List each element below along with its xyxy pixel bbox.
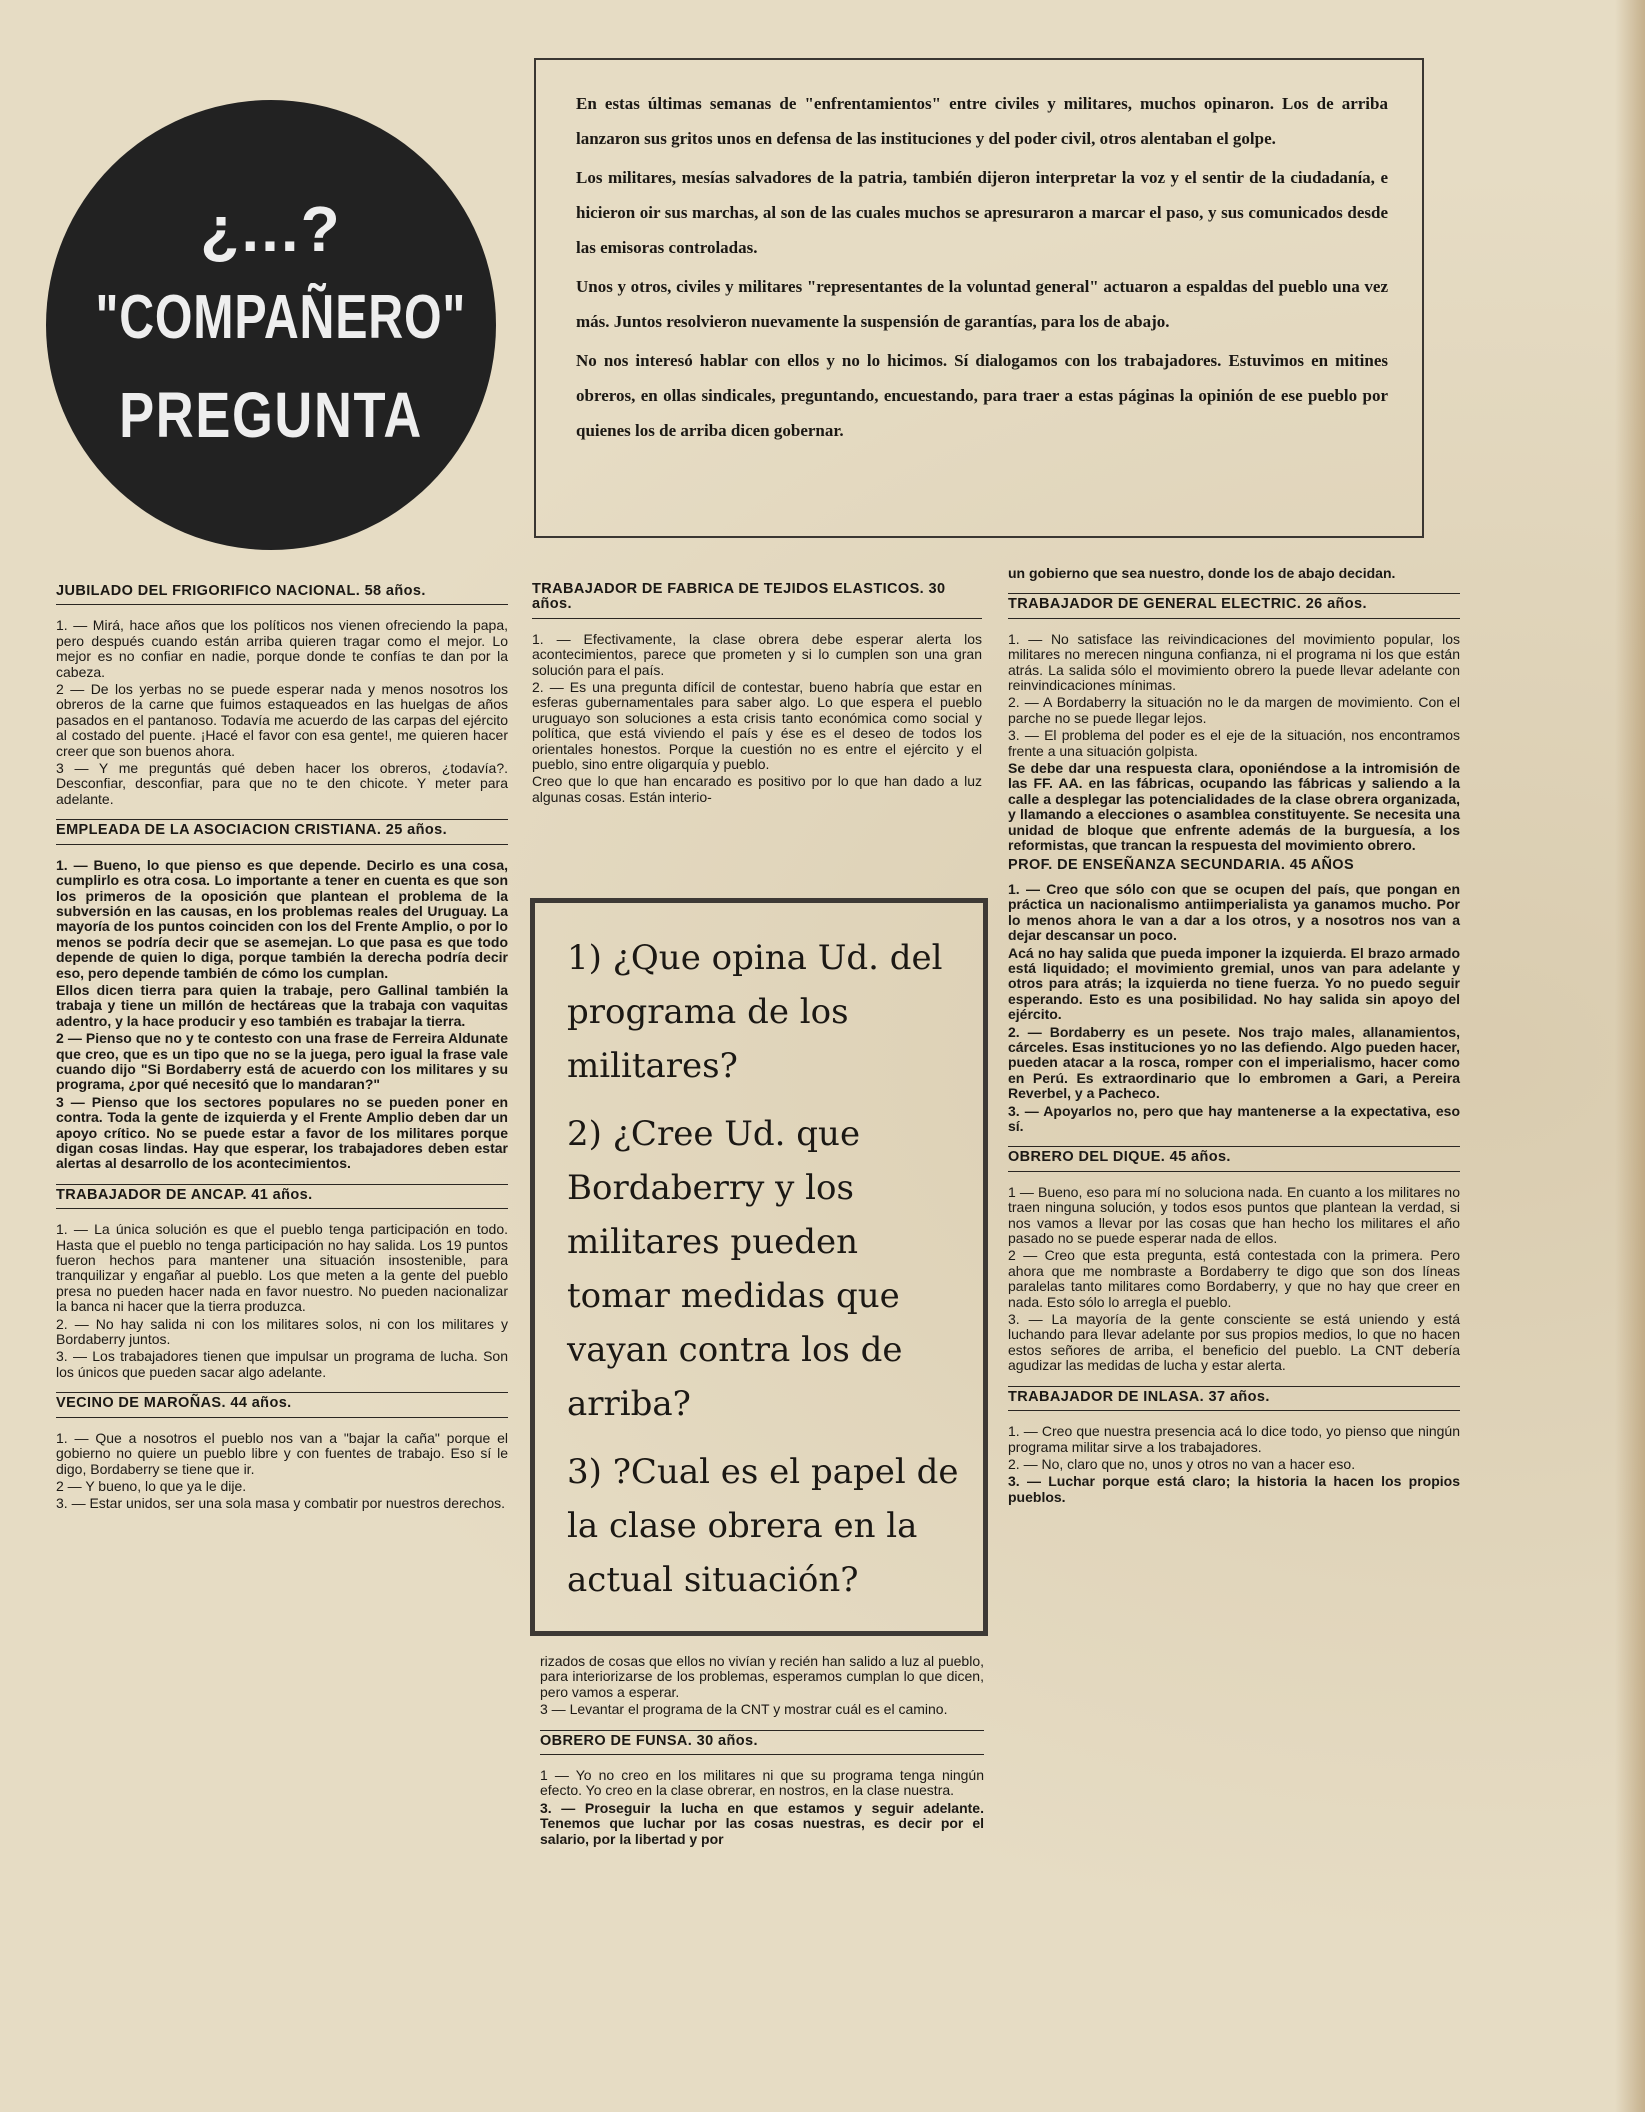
question-1: 1) ¿Que opina Ud. del programa de los militares? <box>567 938 943 1086</box>
answer-3: 3. — Los trabajadores tienen que impulsar un programa de lucha. Son los únicos que pueden sacar algo adelante. <box>56 1348 508 1380</box>
answer-2: 2 — Pienso que no y te contesto con una frase de Ferreira Aldunate que creo, que es un tipo que no se la juega, pero igual la frase vale cuando dijo "Si Bordaberry está de acuerdo con los militares y su programa, ¿por qué necesitó que lo mandaran?" <box>56 1030 508 1093</box>
question-3: 3) ?Cual es el papel de la clase obrera en la actual situación? <box>567 1452 959 1600</box>
answer-1-continued: Acá no hay salida que pueda imponer la izquierda. El brazo armado está liquidado; el movimiento gremial, unos van para adelante y otros para atrás; la izquierda no tiene fuerza. Yo no puedo seguir esperando. Esto es una posibilidad. No hay salida sin apoyo del ejército. <box>1008 944 1460 1023</box>
logo-line-3: PREGUNTA <box>119 379 423 451</box>
answer-2: 2 — Creo que esta pregunta, está contestada con la primera. Pero ahora que me nombraste a Bordaberry te digo que son dos líneas paralelas tanto militares como Bordaberry, y que no hay que creer en nada. Esto sólo lo arregla el pueblo. <box>1008 1247 1460 1310</box>
interviewee-heading: TRABAJADOR DE INLASA. 37 años. <box>1008 1386 1460 1411</box>
answer-3: 3 — Y me preguntás qué deben hacer los obreros, ¿todavía?. Desconfiar, desconfiar, para que no te den chicote. Y meter para adelante. <box>56 760 508 807</box>
logo-line-2: "COMPAÑERO" <box>95 283 467 352</box>
interviewee-heading: OBRERO DE FUNSA. 30 años. <box>540 1730 984 1755</box>
answer-1: 1. — Que a nosotros el pueblo nos van a "bajar la caña" porque el gobierno no quiere un pueblo libre y con fuentes de trabajo. Eso sí le digo, Bordaberry se tiene que ir. <box>56 1429 508 1477</box>
answer-3: 3. — El problema del poder es el eje de la situación, nos encontramos frente a una situación golpista. <box>1008 727 1460 759</box>
answer-3: 3. — Estar unidos, ser una sola masa y combatir por nuestros derechos. <box>56 1495 505 1512</box>
answer-2: 2 — Y bueno, lo que ya le dije. <box>56 1477 247 1494</box>
answer-2: 2. — Bordaberry es un pesete. Nos trajo males, allanamientos, cárceles. Esas instituciones yo no las defiendo. Algo pueden hacer, pueden atacar a la rosca, romper con el imperialismo, hacer como en Perú. Es extraordinario que lo embromen a Gari, a Pereira Reverbel, y a Pacheco. <box>1008 1023 1460 1102</box>
answer-3: 3 — Pienso que los sectores populares no se pueden poner en contra. Toda la gente de izquierda y el Frente Amplio deben dar un apoyo crítico. No se puede estar a favor de los militares porque digan cosas lindas. Hay que esperar, los trabajadores deben estar alertas al desarrollo de los acontecimientos. <box>56 1093 508 1172</box>
answer-3: 3. — La mayoría de la gente consciente se está uniendo y está luchando para llevar adelante por sus propios medios, lo que no hacen estos señores de arriba, el beneficio del pueblo. La CNT debería agudizar las medidas de lucha y estar alerta. <box>1008 1311 1460 1374</box>
intro-paragraph: En estas últimas semanas de "enfrentamientos" entre civiles y militares, muchos opinaron. Los de arriba lanzaron sus gritos unos en defensa de las instituciones y del poder civil, otros alentaban el golpe. <box>576 94 1388 148</box>
answer-3: 3. — Proseguir la lucha en que estamos y seguir adelante. Tenemos que luchar por las cosas nuestras, es decir por el salario, por la libertad y por <box>540 1799 984 1847</box>
answer-3: 3. — Apoyarlos no, pero que hay mantenerse a la expectativa, eso sí. <box>1008 1102 1460 1134</box>
answer-2: 2. — Es una pregunta difícil de contestar, bueno habría que estar en esferas gubernamentales para saber algo. Lo que espera el pueblo uruguayo son soluciones a esta crisis tanto económica como social y política, que está viviendo el país y ése es el deseo de todos los orientales honestos. Porque la cuestión no es entre el ejército y el pueblo, sino entre oligarquía y pueblo. <box>532 679 982 773</box>
interviewee-heading: PROF. DE ENSEÑANZA SECUNDARIA. 45 AÑOS <box>1008 856 1355 873</box>
answer-3-continued: Se debe dar una respuesta clara, oponiéndose a la intromisión de las FF. AA. en las fábricas, ocupando las fábricas y saliendo a la calle a desplegar las potencialidades de la clase obrera organizada, y llamando a elecciones o asamblea constituyente. Se necesita una unidad de bloque que enfrente además de la burguesía, a los reformistas, que trancan la respuesta del movimiento obrero. <box>1008 760 1460 854</box>
answer-1: 1. — La única solución es que el pueblo tenga participación en todo. Hasta que el pueblo no tenga participación no hay salida. Los 19 puntos fueron hechos para mantener una situación insostenible, para tranquilizar y engañar al pueblo. Los que meten a la gente del pueblo presa no pueden hacer nada en favor nuestro. No pueden nacionalizar la banca ni hacer que la tierra produzca. <box>56 1221 508 1315</box>
answer-1: 1. — Bueno, lo que pienso es que depende. Decirlo es una cosa, cumplirlo es otra cosa. Lo importante a tener en cuenta es que son los primeros de la oposición que plantean el problema de la subversión en las causas, en los problemas reales del Uruguay. La mayoría de los puntos coinciden con los del Frente Amplio, o por lo menos se podría decir que se asemejan. Lo que pasa es que todo depende de quien lo diga, porque también la derecha podría decir eso, pero depende también de cómo los cumplan. <box>56 856 508 981</box>
intro-paragraph: Los militares, mesías salvadores de la patria, también dijeron interpretar la voz y el sentir de la ciudadanía, e hicieron oir sus marchas, al son de las cuales muchos se apresuraron a marcar el paso, y sus comunicados desde las emisoras controladas. <box>576 168 1388 257</box>
interviewee-heading: EMPLEADA DE LA ASOCIACION CRISTIANA. 25 años. <box>56 819 508 844</box>
answer-3: 3. — Luchar porque está claro; la historia la hacen los propios pueblos. <box>1008 1473 1460 1505</box>
answer-1: 1. — Creo que sólo con que se ocupen del país, que pongan en práctica un nacionalismo antiimperialista ya ganamos mucho. Por lo menos ahora le van a dar a los otros, y a nosotros nos van a dejar descansar un poco. <box>1008 880 1460 944</box>
answer-2: 2 — De los yerbas no se puede esperar nada y menos nosotros los obreros de la carne que fuimos estaqueados en las huelgas de años pasados en el pantanoso. Todavía me acuerdo de las carpas del ejército al costado del puente. ¡Hacé el favor con esa gente!, me quieren hacer creer que son buenos ahora. <box>56 681 508 759</box>
answer-1: 1 — Bueno, eso para mí no soluciona nada. En cuanto a los militares no traen ninguna solución, y todos esos puntos que plantean la verdad, si nos vamos a llevar por las cosas que han hecho los militares el año pasado no se puede esperar nada de ellos. <box>1008 1183 1460 1247</box>
interviewee-heading: TRABAJADOR DE GENERAL ELECTRIC. 26 años. <box>1008 593 1460 618</box>
questions-box <box>530 898 988 1636</box>
interviewee-heading: VECINO DE MAROÑAS. 44 años. <box>56 1392 508 1417</box>
intro-paragraph: Unos y otros, civiles y militares "representantes de la voluntad general" actuaron a espaldas del pueblo una vez más. Juntos resolvieron nuevamente la suspensión de garantías, para los de abajo. <box>576 277 1388 331</box>
section-logo <box>46 100 496 550</box>
answer-3: 3 — Levantar el programa de la CNT y mostrar cuál es el camino. <box>540 1701 948 1718</box>
column-2 <box>532 580 982 807</box>
answer-2-continued: Creo que lo que han encarado es positivo por lo que han dado a luz algunas cosas. Están interio- <box>532 773 982 805</box>
question-2: 2) ¿Cree Ud. que Bordaberry y los militares pueden tomar medidas que vayan contra los de arriba? <box>567 1114 903 1424</box>
answer-1: 1. — No satisface las reivindicaciones del movimiento popular, los militares no merecen ninguna confianza, ni el programa ni los que están atrás. La salida sólo el movimiento obrero la puede llevar adelante con reinvindicaciones mínimas. <box>1008 630 1460 694</box>
answer-1: 1. — Mirá, hace años que los políticos nos vienen ofreciendo la papa, pero después cuando están arriba quieren tragar como el mejor. Lo mejor es no confiar en nadie, porque donde te confías te dan por la cabeza. <box>56 617 508 680</box>
interviewee-heading: TRABAJADOR DE ANCAP. 41 años. <box>56 1184 508 1209</box>
column-2-lower <box>540 1654 984 1849</box>
interviewee-heading: TRABAJADOR DE FABRICA DE TEJIDOS ELASTICOS. 30 años. <box>532 580 982 619</box>
intro-box <box>534 58 1424 538</box>
logo-line-1: ¿...? <box>200 193 342 265</box>
answer-1: 1. — Creo que nuestra presencia acá lo dice todo, yo pienso que ningún programa militar sirve a los trabajadores. <box>1008 1423 1460 1455</box>
intro-paragraph: No nos interesó hablar con ellos y no lo hicimos. Sí dialogamos con los trabajadores. Estuvimos en mitines obreros, en ollas sindicales, preguntando, encuestando, para traer a estas páginas la opinión de ese pueblo por quienes los de arriba dicen gobernar. <box>576 351 1388 440</box>
column-1 <box>56 582 508 1514</box>
page-edge-shading <box>1615 0 1645 2112</box>
interviewee-heading: JUBILADO DEL FRIGORIFICO NACIONAL. 58 años. <box>56 582 508 605</box>
continued-text: un gobierno que sea nuestro, donde los de abajo decidan. <box>1008 565 1396 581</box>
answer-2: 2. — A Bordaberry la situación no le da margen de movimiento. Con el parche no se puede llegar lejos. <box>1008 694 1460 726</box>
answer-2: 2. — No hay salida ni con los militares solos, ni con los militares y Bordaberry juntos. <box>56 1315 508 1348</box>
answer-1: 1. — Efectivamente, la clase obrera debe esperar alerta los acontecimientos, parece que prometen y si lo cumplen son una gran solución para el país. <box>532 630 982 678</box>
answer-2: 2. — No, claro que no, unos y otros no van a hacer eso. <box>1008 1455 1356 1472</box>
answer-1: 1 — Yo no creo en los militares ni que su programa tenga ningún efecto. Yo creo en la clase obrerar, en nostros, en la clase nuestra. <box>540 1767 984 1799</box>
column-3 <box>1008 566 1460 1507</box>
interviewee-heading: OBRERO DEL DIQUE. 45 años. <box>1008 1146 1460 1171</box>
answer-1-continued: Ellos dicen tierra para quien la trabaje, pero Gallinal también la trabaja y tiene un millón de hectáreas que la trabaja con vaquitas adentro, y la hace producir y eso también es trabajar la tierra. <box>56 981 508 1029</box>
answer-2-continued: rizados de cosas que ellos no vivían y recién han salido a luz al pueblo, para interiorizarse de los problemas, esperamos cumplan lo que dicen, pero vamos a esperar. <box>540 1653 984 1700</box>
